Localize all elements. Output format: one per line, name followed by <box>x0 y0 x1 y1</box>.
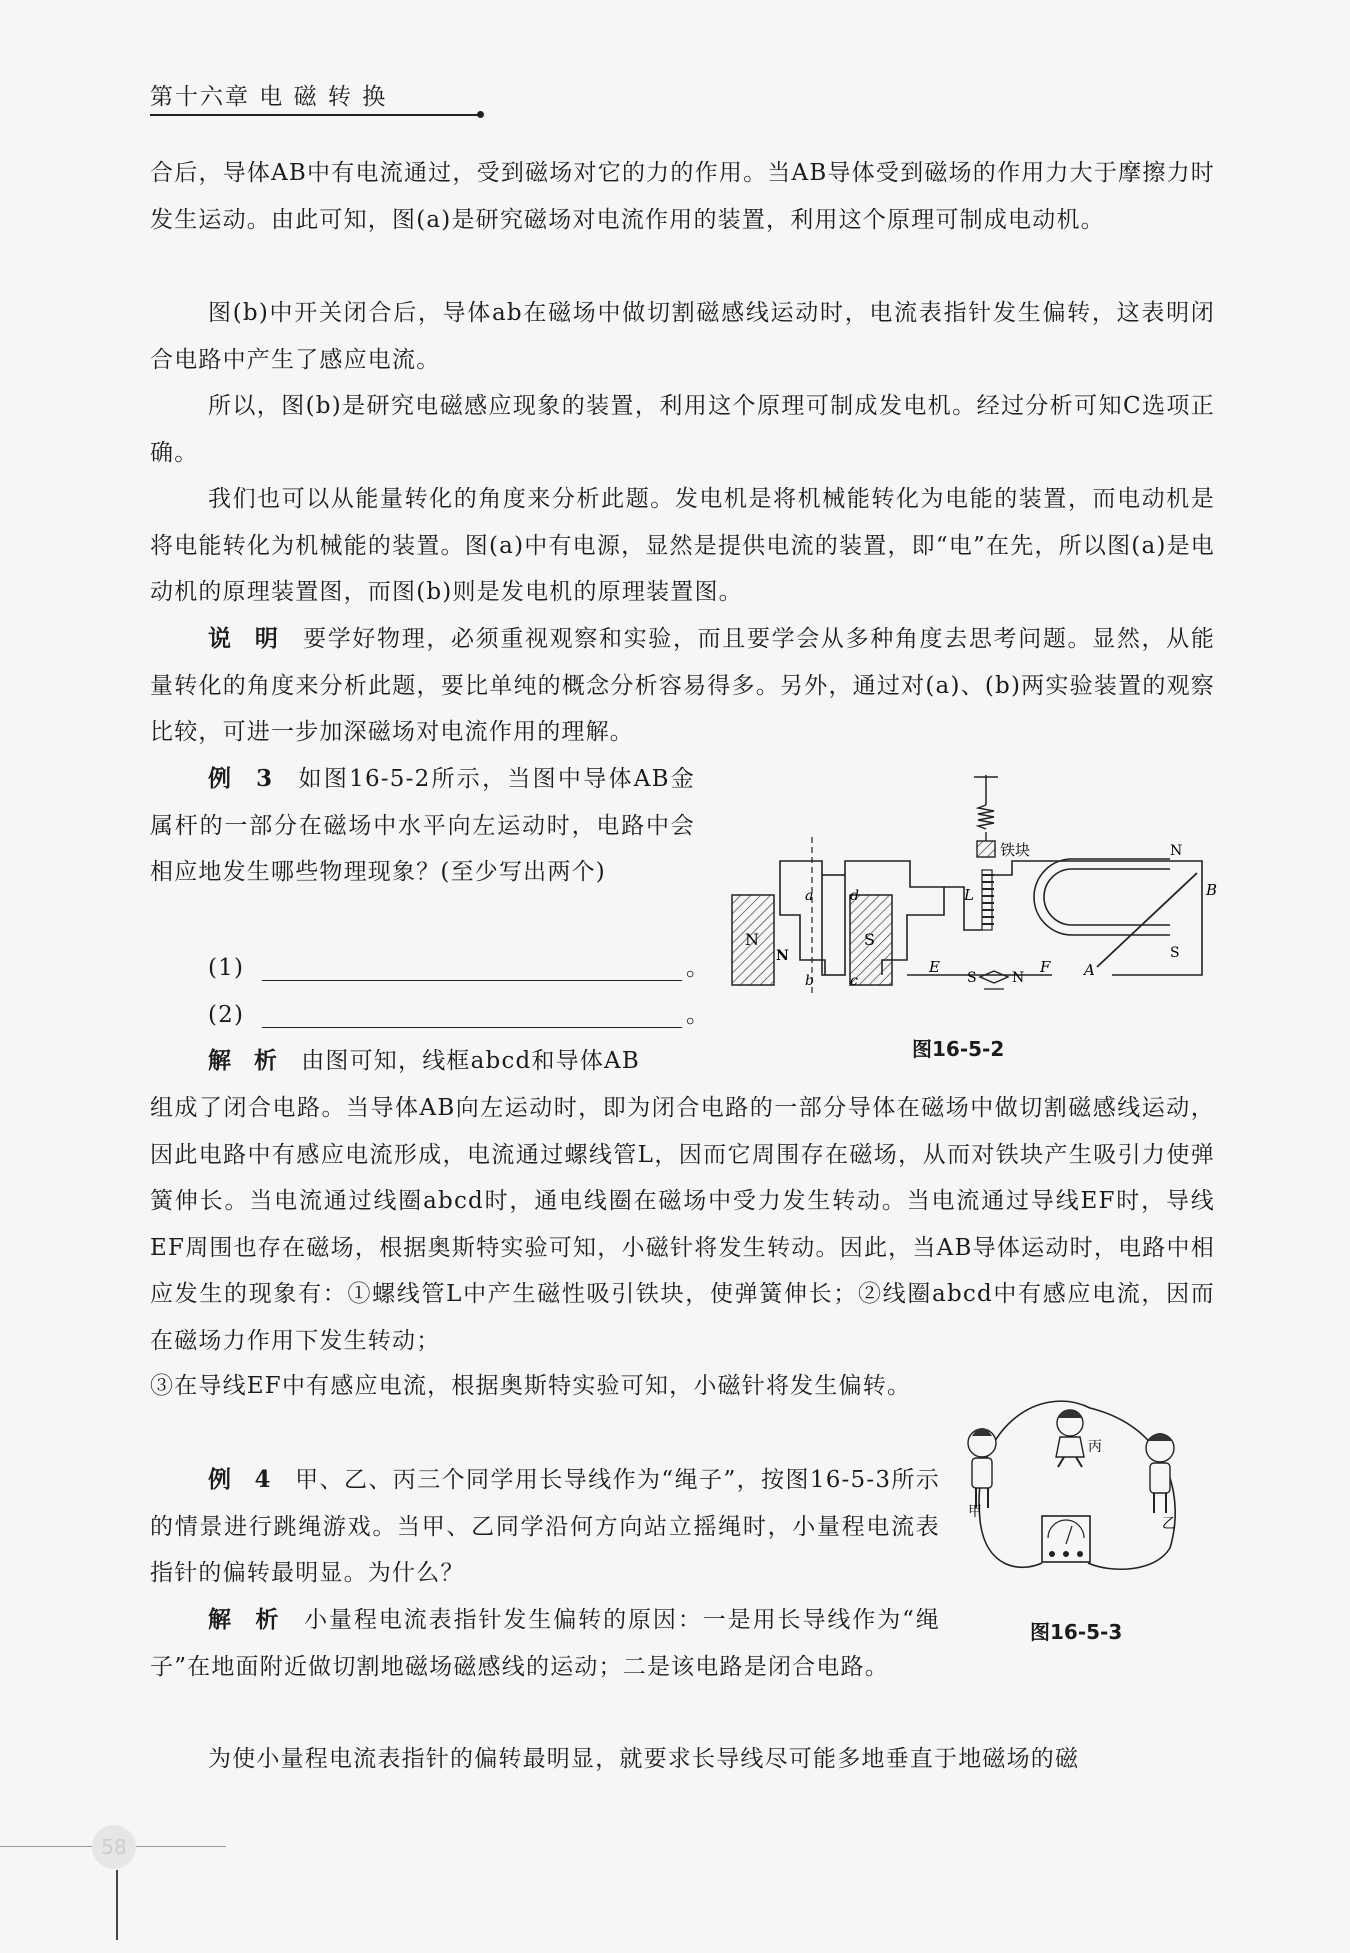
label-L: L <box>964 886 974 904</box>
label-c: c <box>850 973 858 989</box>
chapter-header: 第十六章 电 磁 转 换 <box>150 84 388 110</box>
footer-rule-left <box>0 1846 92 1847</box>
label-b: b <box>805 973 814 989</box>
example3-solution-text: 组成了闭合电路。当导体AB向左运动时，即为闭合电路的一部分导体在磁场中做切割磁感线运动，因此电路中有感应电流形成，电流通过螺线管L，因而它周围存在磁场，从而对铁块产生吸引力使弹簧伸长。当电流通过线圈abcd时，通电线圈在磁场中受力发生转动。当电流通过导线EF时，导线EF周围也存在磁场，根据奥斯特实验可知，小磁针将发生转动。因此，当AB导体运动时，电路中相应发生的现象有：①螺线管L中产生磁性吸引铁块，使弹簧伸长；②线圈abcd中有感应电流，因而在磁场力作用下发生转动； <box>150 1095 1215 1354</box>
student-jia-hair <box>972 1428 992 1436</box>
label-yi: 乙 <box>1162 1516 1176 1532</box>
note-paragraph <box>150 616 1215 756</box>
student-yi-legs <box>1154 1493 1166 1513</box>
solution3-label: 解 析 <box>208 1047 277 1074</box>
solution4-label: 解 析 <box>208 1606 280 1633</box>
example3-solution-tail: ③在导线EF中有感应电流，根据奥斯特实验可知，小磁针将发生偏转。 <box>150 1373 912 1399</box>
blank2-label: (2) <box>208 1002 245 1028</box>
figure-16-5-3 <box>960 1388 1190 1588</box>
example3-question <box>150 756 695 896</box>
paragraph-1: 合后，导体AB中有电流通过，受到磁场对它的力的作用。当AB导体受到磁场的作用力大于摩擦力时发生运动。由此可知，图(a)是研究磁场对电流作用的装置，利用这个原理可制成电动机。 <box>150 160 1215 233</box>
label-a: a <box>805 888 814 904</box>
label-d: d <box>850 888 859 904</box>
figure-16-5-2-caption: 图16-5-2 <box>912 1037 1005 1061</box>
student-yi-hair <box>1148 1433 1172 1441</box>
label-A: A <box>1084 961 1095 979</box>
paragraph-3: 所以，图(b)是研究电磁感应现象的装置，利用这个原理可制成发电机。经过分析可知C选项正确。 <box>150 393 1215 466</box>
galvanometer-terminal-left <box>1049 1551 1055 1557</box>
example4-label: 例 4 <box>208 1466 271 1493</box>
example3-label: 例 3 <box>208 765 273 792</box>
galvanometer-terminal-right <box>1077 1551 1083 1557</box>
needle-label-N: N <box>1012 970 1025 986</box>
label-F: F <box>1040 958 1051 976</box>
solution4-text: 小量程电流表指针发生偏转的原因：一是用长导线作为“绳子”在地面附近做切割地磁场磁感线的运动；二是该电路是闭合电路。 <box>150 1607 940 1680</box>
answer-blank-2[interactable] <box>262 1027 682 1028</box>
figure-16-5-3-caption: 图16-5-3 <box>1030 1620 1123 1644</box>
magnet-n-label: N <box>776 948 789 964</box>
u-magnet-S: S <box>1170 945 1180 961</box>
wire-to-solenoid <box>944 887 982 930</box>
student-bing-hair <box>1058 1410 1082 1418</box>
student-jia-body <box>972 1458 992 1488</box>
example4-solution <box>150 1597 940 1690</box>
u-magnet-N: N <box>1170 843 1183 859</box>
needle-label-S: S <box>967 970 977 986</box>
example3-text: 如图16-5-2所示，当图中导体AB金属杆的一部分在磁场中水平向左运动时，电路中会相应地发生哪些物理现象？(至少写出两个) <box>150 766 695 885</box>
solution3-lead-text: 由图可知，线框abcd和导体AB <box>301 1048 640 1074</box>
page-number: 58 <box>92 1825 136 1869</box>
iron-block <box>977 841 995 857</box>
label-S-right: S <box>864 930 875 949</box>
blank1-label: (1) <box>208 955 245 981</box>
label-bing: 丙 <box>1088 1439 1102 1455</box>
compass-needle <box>980 971 1008 983</box>
paragraph-2: 图(b)中开关闭合后，导体ab在磁场中做切割磁感线运动时，电流表指针发生偏转，这表明闭合电路中产生了感应电流。 <box>150 300 1215 373</box>
blank2-period: 。 <box>686 1002 711 1028</box>
student-bing-legs <box>1058 1457 1082 1467</box>
paragraph-4: 我们也可以从能量转化的角度来分析此题。发电机是将机械能转化为电能的装置，而电动机是将电能转化为机械能的装置。图(a)中有电源，显然是提供电流的装置，即“电”在先，所以图(a)是电动机的原理装置图，而图(b)则是发电机的原理装置图。 <box>150 486 1215 605</box>
example3-solution-lead <box>150 1038 695 1085</box>
answer-blank-1[interactable] <box>262 980 682 981</box>
note-label: 说 明 <box>208 625 279 652</box>
conductor-AB <box>1097 873 1197 967</box>
blank1-period: 。 <box>686 955 711 981</box>
final-paragraph: 为使小量程电流表指针的偏转最明显，就要求长导线尽可能多地垂直于地磁场的磁 <box>208 1746 1080 1772</box>
header-rule-dot <box>477 111 484 118</box>
label-N-left: N <box>745 930 759 949</box>
note-text: 要学好物理，必须重视观察和实验，而且要学会从多种角度去思考问题。显然，从能量转化的角度来分析此题，要比单纯的概念分析容易得多。另外，通过对(a)、(b)两实验装置的观察比较，可进一步加深磁场对电流作用的理解。 <box>150 626 1216 745</box>
iron-block-label: 铁块 <box>1000 841 1031 859</box>
spring <box>978 805 994 829</box>
u-magnet-outer <box>1034 859 1170 935</box>
label-jia: 甲 <box>968 1504 982 1520</box>
label-E: E <box>929 958 940 976</box>
solenoid-core <box>982 870 992 930</box>
galvanometer-terminal-mid <box>1063 1551 1069 1557</box>
example4-text: 甲、乙、丙三个同学用长导线作为“绳子”，按图16-5-3所示的情景进行跳绳游戏。当甲、乙同学沿何方向站立摇绳时，小量程电流表指针的偏转最明显。为什么？ <box>150 1467 941 1586</box>
footer-vertical-rule <box>116 1870 118 1940</box>
label-B: B <box>1206 881 1218 899</box>
footer-rule-right <box>136 1846 226 1847</box>
student-bing-body <box>1056 1437 1084 1457</box>
figure-16-5-2 <box>722 775 1222 1025</box>
example4-question <box>150 1457 940 1597</box>
header-rule <box>150 114 480 116</box>
student-yi-body <box>1150 1463 1170 1493</box>
